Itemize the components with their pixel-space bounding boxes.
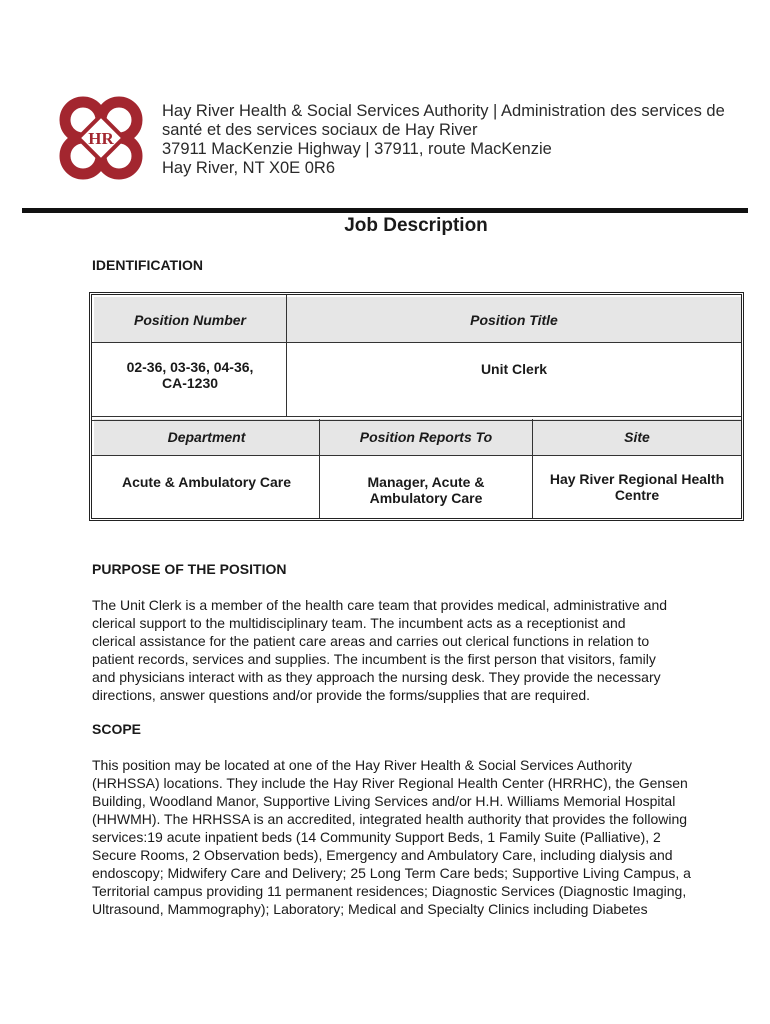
- org-address-line: 37911 MacKenzie Highway | 37911, route MacKenzie: [162, 140, 552, 158]
- department-header: Department: [94, 419, 319, 455]
- table-column-rule: [286, 295, 287, 416]
- site-cell: [533, 456, 741, 518]
- scope-heading: SCOPE: [92, 721, 142, 737]
- reports-to-header: Position Reports To: [320, 419, 532, 455]
- purpose-paragraph: [92, 596, 742, 704]
- department-value: Acute & Ambulatory Care: [121, 474, 292, 490]
- reports-to-cell: [320, 456, 532, 518]
- scope-line: (HRHSSA) locations. They include the Hay River Regional Health Center (HRRHC), the Gensen: [92, 775, 688, 791]
- site-header: Site: [533, 419, 741, 455]
- document-title: Job Description: [344, 215, 488, 236]
- position-number-value: 02-36, 03-36, 04-36,: [126, 359, 254, 375]
- hrhssa-logo: [55, 92, 147, 184]
- site-value-cont: Centre: [614, 487, 660, 503]
- position-number-header: Position Number: [94, 297, 286, 342]
- org-name-line: Hay River Health & Social Services Authority | Administration des services de: [162, 102, 725, 120]
- site-value: Hay River Regional Health: [549, 471, 725, 487]
- scope-line: services:19 acute inpatient beds (14 Community Support Beds, 1 Family Suite (Palliative), 2: [92, 829, 661, 845]
- scope-line: Building, Woodland Manor, Supportive Living Services and/or H.H. Williams Memorial Hospital: [92, 793, 676, 809]
- table-double-rule: [92, 416, 741, 421]
- org-city-line: Hay River, NT X0E 0R6: [162, 159, 336, 177]
- purpose-line: patient records, services and supplies. The incumbent is the first person that visitors, family: [92, 651, 656, 667]
- table-rule: [92, 342, 741, 343]
- reports-to-value: Manager, Acute &: [367, 474, 485, 490]
- table-column-rule: [319, 419, 320, 518]
- table-rule: [92, 455, 741, 456]
- scope-line: Secure Rooms, 2 Observation beds), Emergency and Ambulatory Care, including dialysis and: [92, 847, 673, 863]
- position-title-value: Unit Clerk: [480, 361, 548, 377]
- purpose-heading: PURPOSE OF THE POSITION: [92, 561, 287, 577]
- position-number-value-cont: CA-1230: [161, 375, 219, 391]
- identification-heading: IDENTIFICATION: [92, 257, 203, 273]
- header-divider: [22, 208, 748, 213]
- position-title-header: Position Title: [287, 297, 741, 342]
- purpose-line: directions, answer questions and/or provide the forms/supplies that are required.: [92, 687, 591, 703]
- scope-line: endoscopy; Midwifery Care and Delivery; 25 Long Term Care beds; Supportive Living Campus, a: [92, 865, 691, 881]
- scope-line: Territorial campus providing 11 permanent residences; Diagnostic Services (Diagnostic Imaging,: [92, 883, 687, 899]
- scope-line: Ultrasound, Mammography); Laboratory; Medical and Specialty Clinics including Diabetes: [92, 901, 648, 917]
- purpose-line: The Unit Clerk is a member of the health care team that provides medical, administrative and: [92, 597, 668, 613]
- organization-header: [162, 102, 725, 178]
- scope-line: This position may be located at one of the Hay River Health & Social Services Authority: [92, 757, 633, 773]
- reports-to-value-cont: Ambulatory Care: [369, 490, 483, 506]
- purpose-line: clerical support to the multidisciplinary team. The incumbent acts as a receptionist and: [92, 615, 626, 631]
- org-name-french-line: santé et des services sociaux de Hay River: [162, 121, 478, 139]
- logo-lettering: HR: [88, 129, 114, 148]
- identification-table: [89, 292, 744, 521]
- purpose-line: and physicians interact with as they approach the nursing desk. They provide the necessary: [92, 669, 661, 685]
- position-number-cell: [94, 343, 286, 417]
- purpose-line: clerical assistance for the patient care areas and carries out clerical functions in relation to: [92, 633, 650, 649]
- scope-paragraph: [92, 756, 742, 918]
- table-column-rule: [532, 419, 533, 518]
- scope-line: (HHWMH). The HRHSSA is an accredited, integrated health authority that provides the following: [92, 811, 688, 827]
